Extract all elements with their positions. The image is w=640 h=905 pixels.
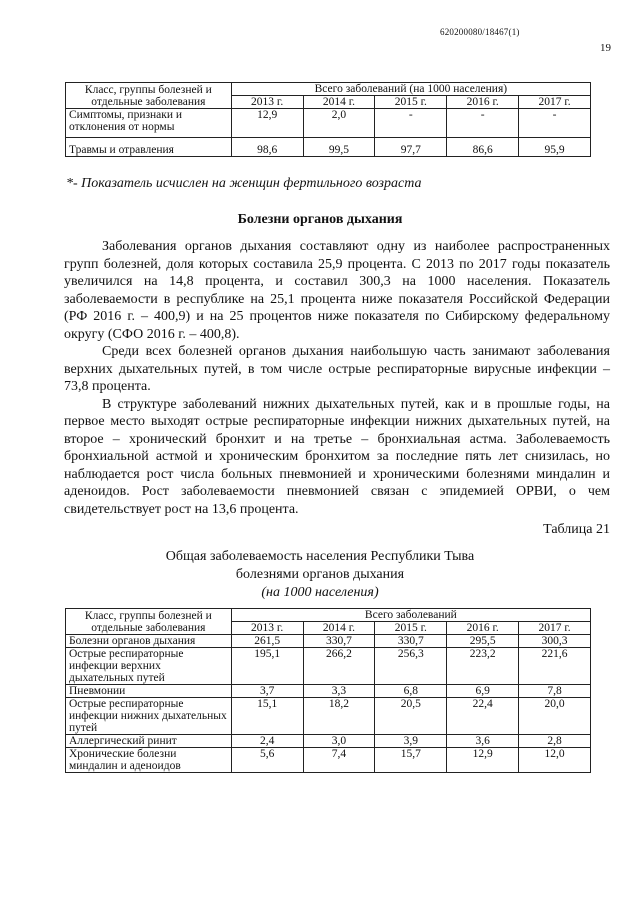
cell-value: 5,6 xyxy=(231,748,303,773)
cell-value: 195,1 xyxy=(231,648,303,685)
cell-value: 98,6 xyxy=(231,138,303,157)
row-label: Травмы и отравления xyxy=(66,138,232,157)
table-row xyxy=(66,735,591,748)
cell-value: 2,8 xyxy=(519,735,591,748)
cell-value: 18,2 xyxy=(303,698,375,735)
table-row xyxy=(66,748,591,773)
cell-value: 223,2 xyxy=(447,648,519,685)
cell-value: 12,0 xyxy=(519,748,591,773)
table-main-year: 2017 г. xyxy=(519,622,591,635)
cell-value: 256,3 xyxy=(375,648,447,685)
cell-value: 15,1 xyxy=(231,698,303,735)
table-top-year: 2015 г. xyxy=(375,96,447,109)
cell-value: 6,8 xyxy=(375,685,447,698)
cell-value: 2,0 xyxy=(303,109,375,138)
cell-value: 15,7 xyxy=(375,748,447,773)
paragraph: В структуре заболеваний нижних дыхательных путей, как и в прошлые годы, на первое место выходят острые респираторные инфекции нижних дыхательных путей, на второе – хронический бронхит и на третье – бронхиальная астма. Заболеваемость бронхиальной астмой и хроническим бронхитом за последние пять лет снизилась, но наблюдается рост числа больных пневмонией и хроническими болезнями миндалин и аденоидов. Рост заболеваемости пневмонией связан с эпидемией ОРВИ, о чем свидетельствует рост на 13,6 процента. xyxy=(64,396,610,517)
cell-value: 97,7 xyxy=(375,138,447,157)
cell-value: 3,6 xyxy=(447,735,519,748)
page-number: 19 xyxy=(600,42,611,54)
table-top-year: 2013 г. xyxy=(231,96,303,109)
table-top-year: 2014 г. xyxy=(303,96,375,109)
cell-value: 7,4 xyxy=(303,748,375,773)
table-main-col-header: Класс, группы болезней и отдельные заболевания xyxy=(66,609,232,635)
cell-value: 3,9 xyxy=(375,735,447,748)
cell-value: 3,3 xyxy=(303,685,375,698)
table-top-year: 2016 г. xyxy=(447,96,519,109)
cell-value: 86,6 xyxy=(447,138,519,157)
cell-value: 20,5 xyxy=(375,698,447,735)
table-main-year: 2013 г. xyxy=(231,622,303,635)
cell-value: 266,2 xyxy=(303,648,375,685)
table-top-year: 2017 г. xyxy=(519,96,591,109)
table-top-col-header: Класс, группы болезней и отдельные заболевания xyxy=(66,83,232,109)
table-main-year: 2014 г. xyxy=(303,622,375,635)
document-id: 620200080/18467(1) xyxy=(440,27,520,37)
cell-value: 3,7 xyxy=(231,685,303,698)
cell-value: 99,5 xyxy=(303,138,375,157)
table-top-continuation xyxy=(65,82,591,157)
table-title-line1: Общая заболеваемость населения Республики Тыва xyxy=(165,549,475,564)
table-row xyxy=(66,685,591,698)
paragraph: Заболевания органов дыхания составляют одну из наиболее распространенных групп болезней, доля которых составила 25,9 процента. С 2013 по 2017 годы показатель увеличился на 14,8 процента, и составил 300,3 на 1000 населения. Показатель заболеваемости в республике на 25,1 процента ниже показателя Российской Федерации (РФ 2016 г. – 400,9) и на 25 процентов ниже показателя по Сибирскому федеральному округу (СФО 2016 г. – 400,8). xyxy=(64,239,610,342)
cell-value: 295,5 xyxy=(447,635,519,648)
cell-value: 221,6 xyxy=(519,648,591,685)
table-row xyxy=(66,109,591,138)
table-respiratory-diseases xyxy=(65,608,591,773)
cell-value: 3,0 xyxy=(303,735,375,748)
table-main-year: 2016 г. xyxy=(447,622,519,635)
row-label: Хронические болезни миндалин и аденоидов xyxy=(66,748,232,773)
cell-value: 261,5 xyxy=(231,635,303,648)
cell-value: 7,8 xyxy=(519,685,591,698)
table-title-line2: болезнями органов дыхания xyxy=(235,567,405,582)
table-main-year: 2015 г. xyxy=(375,622,447,635)
cell-value: 6,9 xyxy=(447,685,519,698)
row-label: Пневмонии xyxy=(66,685,232,698)
cell-value: 330,7 xyxy=(303,635,375,648)
cell-value: 12,9 xyxy=(231,109,303,138)
row-label: Болезни органов дыхания xyxy=(66,635,232,648)
cell-value: - xyxy=(375,109,447,138)
table-title-line3: (на 1000 населения) xyxy=(261,585,379,600)
table-top-group-header: Всего заболеваний (на 1000 населения) xyxy=(231,83,590,96)
cell-value: 300,3 xyxy=(519,635,591,648)
table-main-group-header: Всего заболеваний xyxy=(231,609,590,622)
row-label: Аллергический ринит xyxy=(66,735,232,748)
cell-value: - xyxy=(519,109,591,138)
cell-value: 20,0 xyxy=(519,698,591,735)
footnote: *- Показатель исчислен на женщин фертильного возраста xyxy=(66,176,422,191)
section-title: Болезни органов дыхания xyxy=(237,212,403,227)
body-text xyxy=(64,238,610,518)
table-row xyxy=(66,635,591,648)
cell-value: 2,4 xyxy=(231,735,303,748)
row-label: Острые респираторные инфекции верхних дыхательных путей xyxy=(66,648,232,685)
table-row xyxy=(66,698,591,735)
table-label: Таблица 21 xyxy=(543,522,610,537)
row-label: Острые респираторные инфекции нижних дыхательных путей xyxy=(66,698,232,735)
table-row xyxy=(66,138,591,157)
cell-value: - xyxy=(447,109,519,138)
row-label: Симптомы, признаки и отклонения от нормы xyxy=(66,109,232,138)
cell-value: 95,9 xyxy=(519,138,591,157)
cell-value: 330,7 xyxy=(375,635,447,648)
table-row xyxy=(66,648,591,685)
paragraph: Среди всех болезней органов дыхания наибольшую часть занимают заболевания верхних дыхательных путей, в том числе острые респираторные вирусные инфекции – 73,8 процента. xyxy=(64,344,610,394)
cell-value: 12,9 xyxy=(447,748,519,773)
cell-value: 22,4 xyxy=(447,698,519,735)
